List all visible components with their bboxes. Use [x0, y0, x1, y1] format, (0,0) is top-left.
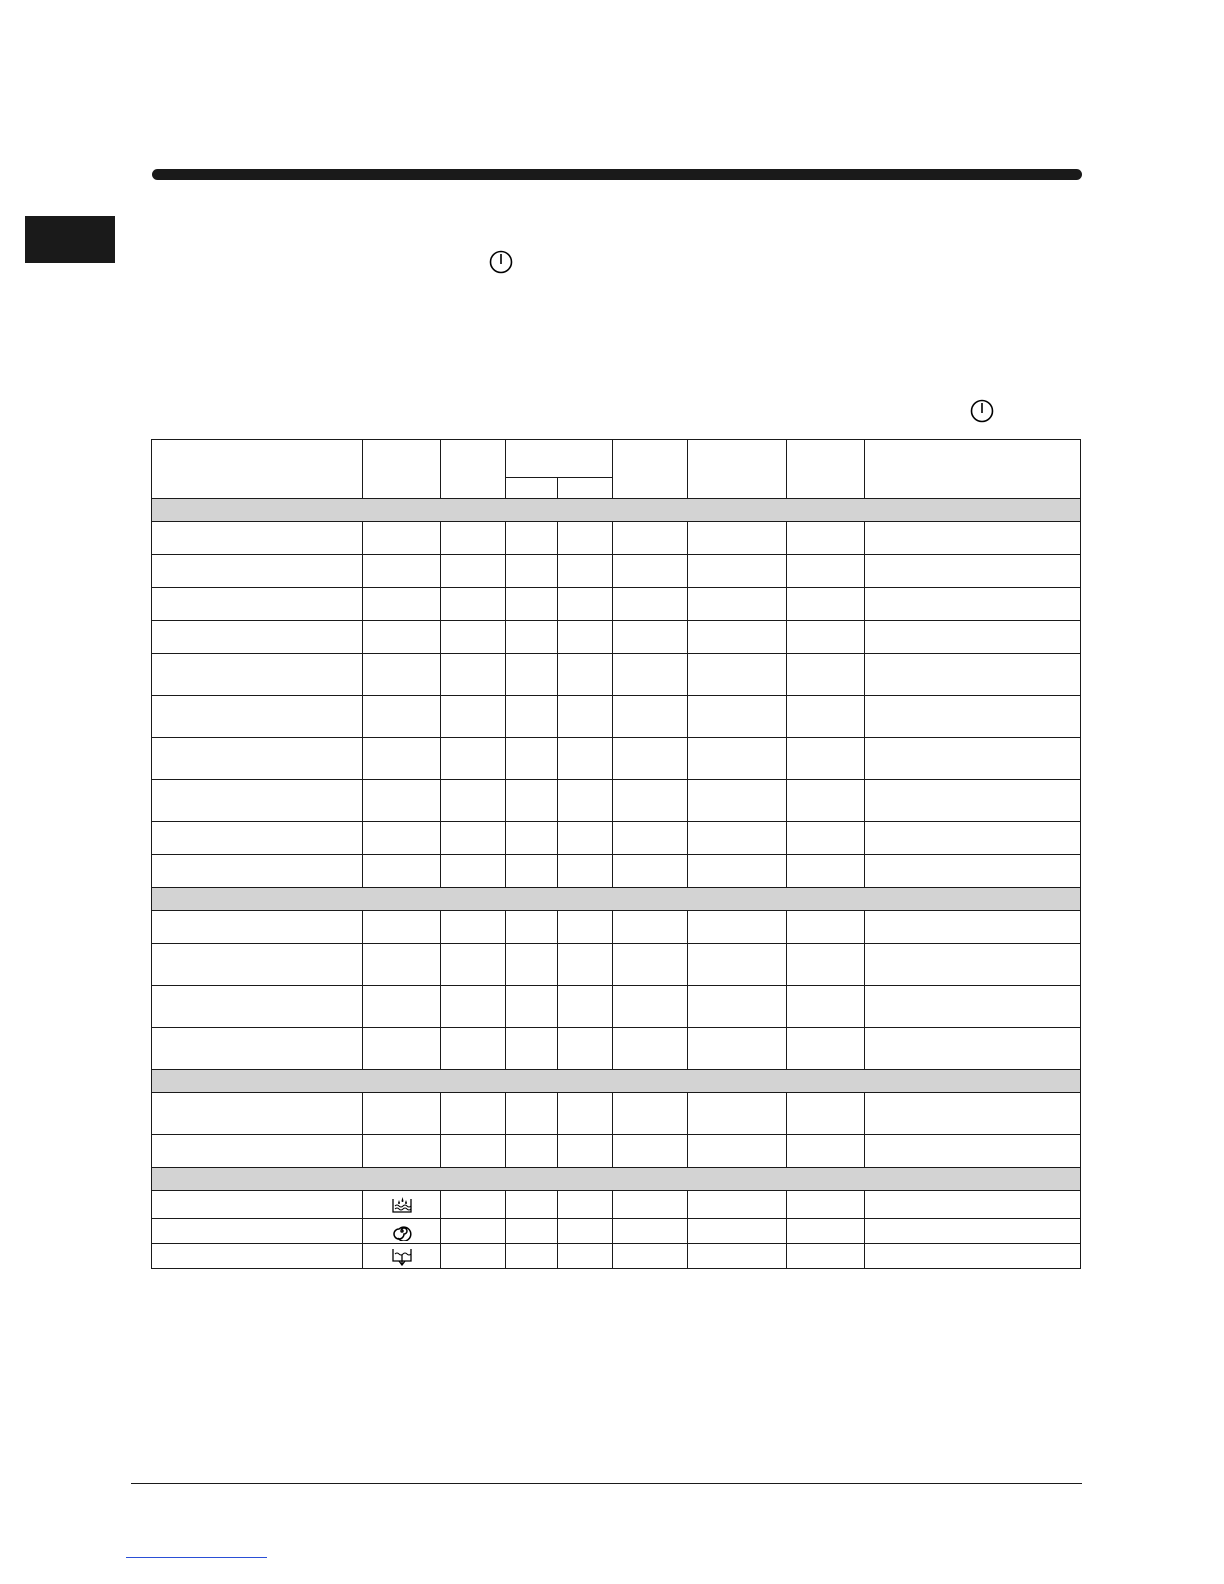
section-band [152, 499, 1081, 522]
table-cell [865, 696, 1081, 738]
table-cell [865, 944, 1081, 986]
table-cell [152, 1093, 363, 1135]
table-cell [152, 1191, 363, 1219]
table-cell [441, 855, 506, 888]
table-cell [558, 1219, 613, 1244]
table-cell [506, 1028, 558, 1070]
table-cell [152, 822, 363, 855]
table-cell [558, 944, 613, 986]
table-cell [787, 654, 865, 696]
table-cell [558, 911, 613, 944]
table-cell [152, 1244, 363, 1269]
table-cell [688, 588, 787, 621]
power-icon [969, 398, 995, 424]
table-cell [688, 855, 787, 888]
table-cell [363, 555, 441, 588]
table-cell [558, 555, 613, 588]
table-cell [441, 986, 506, 1028]
table-cell [441, 654, 506, 696]
table-cell [441, 1219, 506, 1244]
table-cell [506, 555, 558, 588]
language-tab [25, 216, 115, 263]
table-cell [441, 588, 506, 621]
table-cell [865, 738, 1081, 780]
table-cell [558, 986, 613, 1028]
table-cell [688, 1191, 787, 1219]
table-cell [865, 911, 1081, 944]
table-cell [363, 986, 441, 1028]
table-cell [441, 780, 506, 822]
table-cell [613, 780, 688, 822]
table-cell [558, 855, 613, 888]
table-cell [152, 1028, 363, 1070]
table-cell [152, 855, 363, 888]
table-row [152, 1093, 1081, 1135]
table-cell [558, 822, 613, 855]
table-cell [787, 822, 865, 855]
table-cell [865, 621, 1081, 654]
table-cell [688, 1028, 787, 1070]
table-row [152, 696, 1081, 738]
table-row [152, 911, 1081, 944]
table-cell [865, 1093, 1081, 1135]
header-cell [865, 440, 1081, 499]
table-row [152, 1191, 1081, 1219]
table-cell [558, 780, 613, 822]
header-cell [363, 440, 441, 499]
table-cell [506, 1244, 558, 1269]
table-cell [787, 1093, 865, 1135]
table-row [152, 588, 1081, 621]
table-cell [613, 986, 688, 1028]
table-cell [865, 654, 1081, 696]
table-cell [865, 1191, 1081, 1219]
table-cell [363, 738, 441, 780]
table-cell [152, 944, 363, 986]
table-cell [865, 986, 1081, 1028]
table-cell [441, 944, 506, 986]
table-cell [558, 1191, 613, 1219]
table-cell [688, 944, 787, 986]
section-band [152, 1070, 1081, 1093]
table-row [152, 555, 1081, 588]
table-row [152, 738, 1081, 780]
table-cell [558, 654, 613, 696]
header-cell [506, 440, 613, 478]
table-cell [441, 555, 506, 588]
table-cell [688, 1244, 787, 1269]
table-cell [787, 1028, 865, 1070]
table-cell [688, 1135, 787, 1168]
header-cell [613, 440, 688, 499]
table-cell [441, 522, 506, 555]
link-underline[interactable] [126, 1557, 267, 1558]
table-row [152, 986, 1081, 1028]
table-cell [688, 911, 787, 944]
table-cell [613, 1028, 688, 1070]
table-cell [787, 696, 865, 738]
table-row [152, 944, 1081, 986]
table-row [152, 1028, 1081, 1070]
table-cell [152, 696, 363, 738]
table-row [152, 1135, 1081, 1168]
drain-icon [363, 1246, 440, 1266]
table-cell [865, 1135, 1081, 1168]
table-cell [558, 1028, 613, 1070]
table-cell [688, 654, 787, 696]
table-cell [787, 855, 865, 888]
table-cell [152, 1219, 363, 1244]
table-cell [865, 1219, 1081, 1244]
header-cell [787, 440, 865, 499]
table-cell [363, 1028, 441, 1070]
table-cell [152, 555, 363, 588]
table-cell [558, 1244, 613, 1269]
table-cell [688, 1093, 787, 1135]
table-cell [865, 780, 1081, 822]
table-cell [363, 1135, 441, 1168]
table-cell [613, 911, 688, 944]
table-cell [787, 911, 865, 944]
table-cell [865, 588, 1081, 621]
table-cell [506, 822, 558, 855]
table-cell [506, 621, 558, 654]
table-cell [613, 1244, 688, 1269]
table-cell [441, 911, 506, 944]
table-cell [152, 986, 363, 1028]
table-row [152, 621, 1081, 654]
table-cell [613, 696, 688, 738]
header-cell [688, 440, 787, 499]
table-cell [787, 555, 865, 588]
table-row [152, 855, 1081, 888]
table-cell [441, 1028, 506, 1070]
table-cell [363, 822, 441, 855]
table-cell [688, 822, 787, 855]
header-cell [441, 440, 506, 499]
table-cell [613, 522, 688, 555]
table-cell [506, 780, 558, 822]
table-cell [688, 1219, 787, 1244]
header-cell [558, 478, 613, 499]
section-band [152, 888, 1081, 911]
table-row [152, 1244, 1081, 1269]
table-cell [688, 738, 787, 780]
rinse-icon [363, 1195, 440, 1215]
table-cell [613, 555, 688, 588]
table-header-row [152, 440, 1081, 478]
table-cell [506, 522, 558, 555]
table-cell [363, 911, 441, 944]
header-cell [506, 478, 558, 499]
table-cell [787, 522, 865, 555]
footer-rule [131, 1483, 1082, 1484]
table-cell [441, 1191, 506, 1219]
table-cell [441, 696, 506, 738]
header-cell [152, 440, 363, 499]
table-cell [558, 522, 613, 555]
table-cell [865, 1028, 1081, 1070]
table-cell [613, 1219, 688, 1244]
table-cell [688, 696, 787, 738]
table-cell [688, 555, 787, 588]
table-cell [506, 1135, 558, 1168]
table-row [152, 780, 1081, 822]
table-cell [152, 1135, 363, 1168]
table-cell [787, 621, 865, 654]
table-cell [787, 986, 865, 1028]
table-cell [506, 738, 558, 780]
table-cell [363, 588, 441, 621]
table-cell [506, 944, 558, 986]
table-cell [363, 944, 441, 986]
table-cell [613, 588, 688, 621]
table-cell [558, 696, 613, 738]
power-icon [488, 249, 514, 275]
table-cell [613, 1191, 688, 1219]
table-cell [613, 822, 688, 855]
table-cell [506, 1093, 558, 1135]
table-row [152, 654, 1081, 696]
table-cell [363, 621, 441, 654]
table-cell [152, 522, 363, 555]
table-cell [688, 621, 787, 654]
table-cell [558, 1093, 613, 1135]
table-cell [787, 1219, 865, 1244]
table-cell [152, 654, 363, 696]
table-cell [558, 588, 613, 621]
table-cell [613, 855, 688, 888]
table-cell [506, 855, 558, 888]
programme-table [151, 439, 1081, 1269]
table-cell [441, 621, 506, 654]
table-cell [441, 1093, 506, 1135]
header-rule [152, 169, 1082, 180]
table-cell [787, 1191, 865, 1219]
table-cell [506, 588, 558, 621]
table-cell [865, 1244, 1081, 1269]
table-cell [363, 1093, 441, 1135]
table-cell [506, 654, 558, 696]
table-cell [363, 780, 441, 822]
table-cell [506, 911, 558, 944]
table-cell [865, 855, 1081, 888]
table-cell [865, 822, 1081, 855]
table-cell [787, 1244, 865, 1269]
table-cell [152, 911, 363, 944]
table-cell [506, 1219, 558, 1244]
table-cell [506, 696, 558, 738]
table-cell [865, 555, 1081, 588]
table-cell [787, 588, 865, 621]
table-cell [506, 1191, 558, 1219]
table-cell [688, 522, 787, 555]
table-cell [613, 1135, 688, 1168]
table-cell [152, 738, 363, 780]
table-cell [787, 738, 865, 780]
table-cell [787, 1135, 865, 1168]
table-cell [441, 1135, 506, 1168]
table-cell [613, 738, 688, 780]
table-cell [441, 822, 506, 855]
table-cell [152, 621, 363, 654]
table-cell [441, 738, 506, 780]
table-cell [613, 621, 688, 654]
table-cell [363, 855, 441, 888]
table-row [152, 522, 1081, 555]
table-cell [613, 944, 688, 986]
table-cell [558, 621, 613, 654]
table-cell [363, 654, 441, 696]
table-cell [688, 986, 787, 1028]
table-cell [363, 522, 441, 555]
table-row [152, 1219, 1081, 1244]
table-cell [152, 780, 363, 822]
table-cell [613, 654, 688, 696]
table-cell [688, 780, 787, 822]
table-cell [506, 986, 558, 1028]
table-cell [787, 780, 865, 822]
table-cell [558, 738, 613, 780]
table-cell [363, 696, 441, 738]
table-cell [441, 1244, 506, 1269]
spin-icon [363, 1221, 440, 1241]
table-cell [152, 588, 363, 621]
section-band [152, 1168, 1081, 1191]
table-cell [865, 522, 1081, 555]
table-cell [558, 1135, 613, 1168]
table-cell [613, 1093, 688, 1135]
table-row [152, 822, 1081, 855]
table-cell [787, 944, 865, 986]
